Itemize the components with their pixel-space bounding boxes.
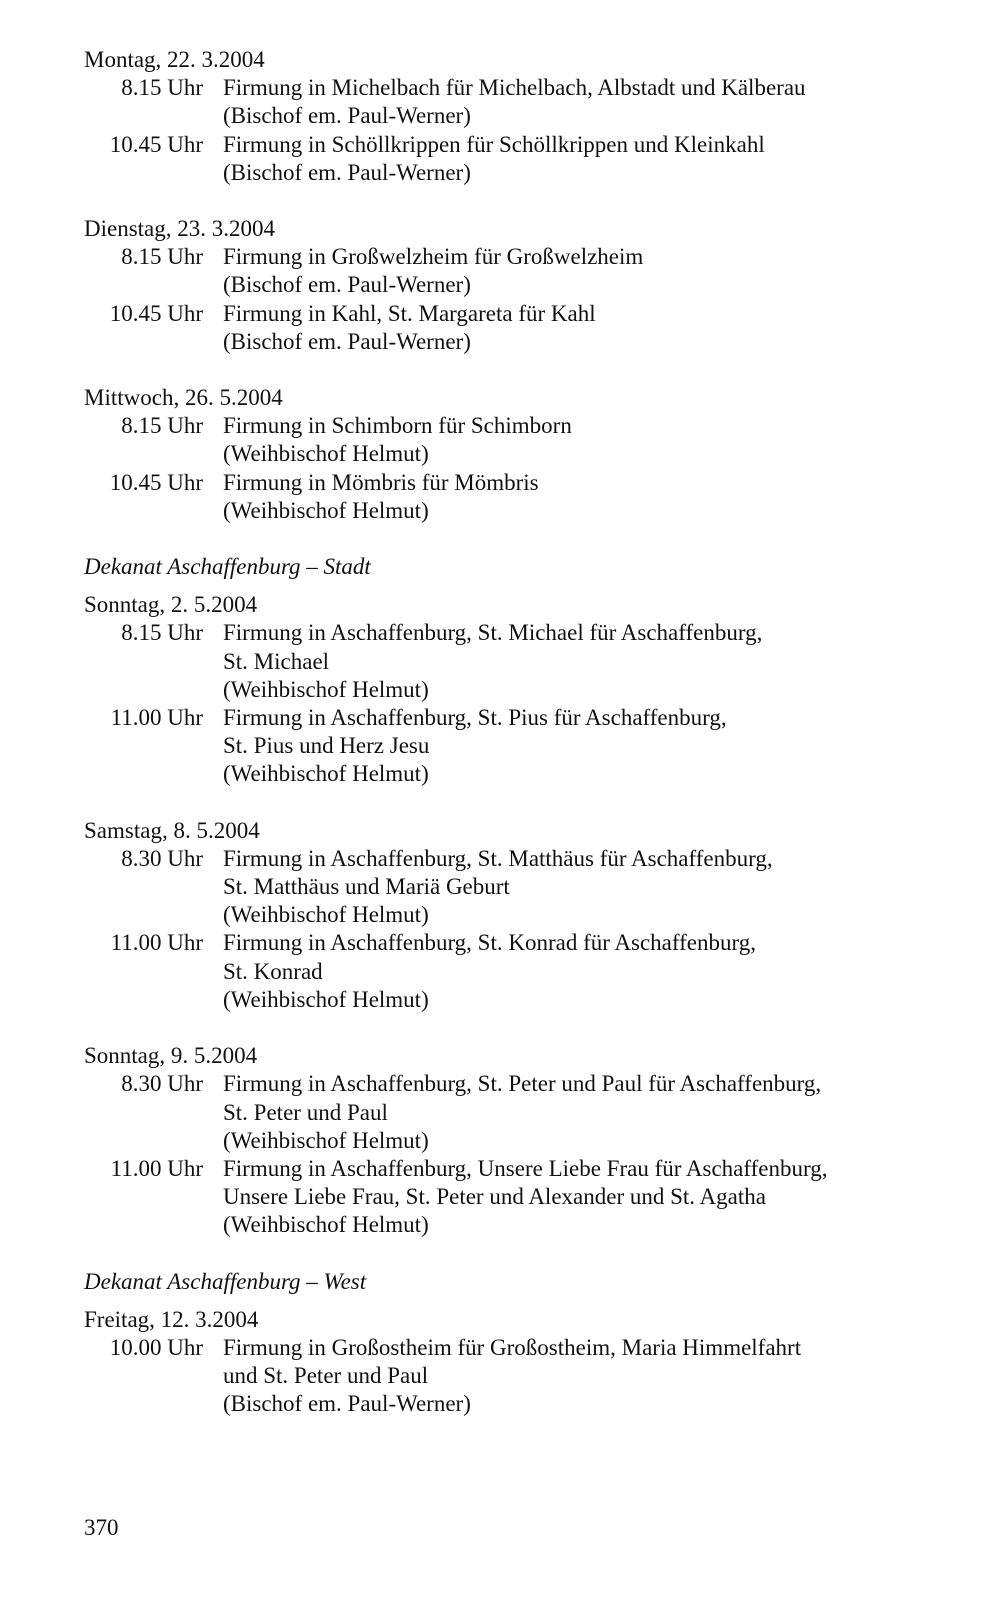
page-number: 370	[84, 1515, 119, 1540]
entry-description	[223, 1155, 964, 1240]
section-spacer	[84, 525, 964, 553]
entry-description	[223, 704, 964, 789]
day-date: Sonntag, 2. 5.2004	[84, 592, 258, 618]
entry-line: Firmung in Aschaffenburg, St. Pius für Aschaffenburg,	[223, 705, 727, 731]
entry-line: St. Matthäus und Mariä Geburt	[223, 874, 510, 900]
entry-time: 8.15 Uhr	[121, 620, 203, 646]
entry-description	[223, 131, 964, 187]
entry-line: Firmung in Schöllkrippen für Schöllkrippen und Kleinkahl	[223, 131, 765, 157]
entry-time: 10.45 Uhr	[109, 300, 203, 326]
entry-line: Unsere Liebe Frau, St. Peter und Alexander und St. Agatha	[223, 1184, 766, 1210]
schedule-entry	[84, 1155, 964, 1240]
heading-spacer	[84, 1296, 964, 1306]
section-spacer	[84, 1014, 964, 1042]
schedule-entry	[84, 412, 964, 468]
entry-line: (Weihbischof Helmut)	[223, 441, 429, 467]
entry-line: Firmung in Kahl, St. Margareta für Kahl	[223, 300, 596, 326]
entry-description	[223, 74, 964, 130]
schedule-entry	[84, 469, 964, 525]
day-date: Freitag, 12. 3.2004	[84, 1306, 259, 1332]
entry-description	[223, 1070, 964, 1155]
entry-line: (Weihbischof Helmut)	[223, 986, 429, 1012]
schedule-entry	[84, 300, 964, 356]
day-date: Dienstag, 23. 3.2004	[84, 216, 276, 242]
entry-description	[223, 845, 964, 930]
schedule-entry	[84, 243, 964, 299]
entry-line: Firmung in Aschaffenburg, St. Michael für Aschaffenburg,	[223, 620, 763, 646]
entry-line: (Bischof em. Paul-Werner)	[223, 1391, 471, 1417]
entry-description	[223, 412, 964, 468]
entry-line: (Weihbischof Helmut)	[223, 1127, 429, 1153]
entry-time: 8.15 Uhr	[121, 75, 203, 101]
entry-description	[223, 469, 964, 525]
schedule-entry	[84, 845, 964, 930]
entry-line: (Bischof em. Paul-Werner)	[223, 328, 471, 354]
deanery-heading: Dekanat Aschaffenburg – West	[84, 1268, 367, 1294]
entry-line: (Bischof em. Paul-Werner)	[223, 272, 471, 298]
schedule-content	[84, 46, 964, 1419]
entry-line: Firmung in Mömbris für Mömbris	[223, 469, 539, 495]
entry-time: 10.00 Uhr	[109, 1334, 203, 1360]
entry-line: Firmung in Aschaffenburg, St. Peter und Paul für Aschaffenburg,	[223, 1071, 822, 1097]
entry-line: Firmung in Aschaffenburg, St. Matthäus für Aschaffenburg,	[223, 845, 773, 871]
section-spacer	[84, 1240, 964, 1268]
section-spacer	[84, 356, 964, 384]
day-date: Sonntag, 9. 5.2004	[84, 1043, 258, 1069]
entry-line: (Weihbischof Helmut)	[223, 497, 429, 523]
entry-description	[223, 300, 964, 356]
schedule-entry	[84, 619, 964, 704]
entry-line: und St. Peter und Paul	[223, 1363, 429, 1389]
entry-time: 8.15 Uhr	[121, 244, 203, 270]
entry-time: 8.15 Uhr	[121, 413, 203, 439]
section-spacer	[84, 789, 964, 817]
entry-line: Firmung in Großostheim für Großostheim, Maria Himmelfahrt	[223, 1334, 802, 1360]
schedule-entry	[84, 131, 964, 187]
entry-time: 11.00 Uhr	[110, 705, 203, 731]
entry-line: Firmung in Aschaffenburg, Unsere Liebe Frau für Aschaffenburg,	[223, 1155, 828, 1181]
entry-line: (Bischof em. Paul-Werner)	[223, 159, 471, 185]
schedule-entry	[84, 1070, 964, 1155]
entry-line: (Weihbischof Helmut)	[223, 1212, 429, 1238]
schedule-entry	[84, 74, 964, 130]
entry-time: 11.00 Uhr	[110, 1155, 203, 1181]
entry-line: St. Konrad	[223, 958, 323, 984]
entry-line: Firmung in Schimborn für Schimborn	[223, 413, 572, 439]
entry-description	[223, 243, 964, 299]
entry-line: St. Michael	[223, 648, 330, 674]
deanery-heading: Dekanat Aschaffenburg – Stadt	[84, 554, 371, 580]
entry-line: Firmung in Aschaffenburg, St. Konrad für Aschaffenburg,	[223, 930, 756, 956]
entry-description	[223, 1334, 964, 1419]
entry-time: 10.45 Uhr	[109, 131, 203, 157]
schedule-entry	[84, 1334, 964, 1419]
entry-description	[223, 929, 964, 1014]
entry-time: 10.45 Uhr	[109, 469, 203, 495]
entry-line: (Weihbischof Helmut)	[223, 761, 429, 787]
schedule-entry	[84, 704, 964, 789]
day-date: Montag, 22. 3.2004	[84, 47, 265, 72]
day-date: Samstag, 8. 5.2004	[84, 817, 260, 843]
day-date: Mittwoch, 26. 5.2004	[84, 385, 283, 411]
entry-time: 11.00 Uhr	[110, 930, 203, 956]
entry-line: (Weihbischof Helmut)	[223, 902, 429, 928]
heading-spacer	[84, 581, 964, 591]
section-spacer	[84, 187, 964, 215]
entry-time: 8.30 Uhr	[121, 845, 203, 871]
entry-line: (Weihbischof Helmut)	[223, 676, 429, 702]
schedule-entry	[84, 929, 964, 1014]
entry-line: St. Peter und Paul	[223, 1099, 388, 1125]
entry-line: Firmung in Michelbach für Michelbach, Albstadt und Kälberau	[223, 75, 806, 101]
entry-time: 8.30 Uhr	[121, 1071, 203, 1097]
entry-line: St. Pius und Herz Jesu	[223, 733, 430, 759]
entry-line: Firmung in Großwelzheim für Großwelzheim	[223, 244, 644, 270]
entry-line: (Bischof em. Paul-Werner)	[223, 103, 471, 129]
entry-description	[223, 619, 964, 704]
